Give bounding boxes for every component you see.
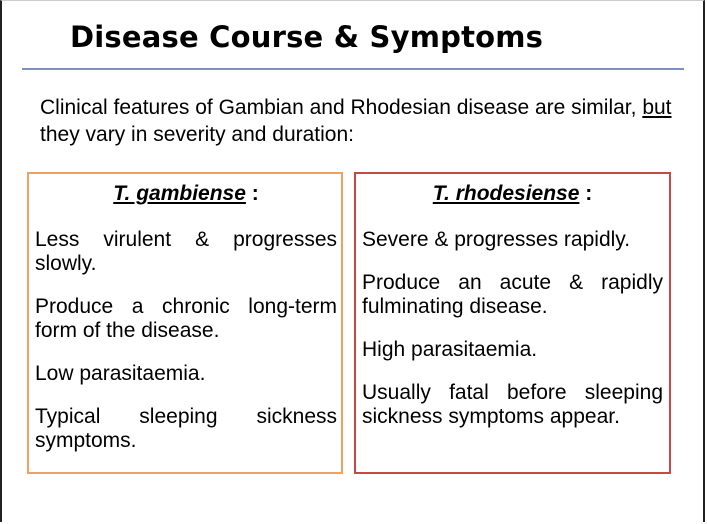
gambiense-column xyxy=(27,172,343,474)
rhodesiense-heading-name: T. rhodesiense xyxy=(432,182,580,205)
gambiense-heading-name: T. gambiense xyxy=(113,182,246,205)
rhodesiense-heading xyxy=(356,182,669,206)
rhodesiense-item: Severe & progresses rapidly. xyxy=(362,228,631,251)
gambiense-item: Less virulent & progresses slowly. xyxy=(35,228,337,275)
gambiense-heading xyxy=(29,182,343,206)
slide-title: Disease Course & Symptoms xyxy=(70,20,544,54)
gambiense-item: Typical sleeping sickness symptoms. xyxy=(35,405,337,452)
intro-text-part2: they vary in severity and duration: xyxy=(40,123,354,146)
intro-underlined-word: but xyxy=(642,96,672,119)
intro-text-part1: Clinical features of Gambian and Rhodesian disease are similar, xyxy=(40,96,643,119)
rhodesiense-column xyxy=(354,172,671,474)
gambiense-item: Low parasitaemia. xyxy=(35,362,206,385)
rhodesiense-item: Usually fatal before sleeping sickness symptoms appear. xyxy=(362,381,663,428)
gambiense-item: Produce a chronic long-term form of the disease. xyxy=(35,295,337,342)
rhodesiense-heading-suffix: : xyxy=(579,182,593,205)
title-divider xyxy=(22,68,684,70)
gambiense-column-right-border xyxy=(341,172,343,474)
intro-paragraph xyxy=(40,94,680,148)
gambiense-heading-suffix: : xyxy=(245,182,259,205)
rhodesiense-item: High parasitaemia. xyxy=(362,338,538,361)
rhodesiense-item: Produce an acute & rapidly fulminating disease. xyxy=(362,271,663,318)
